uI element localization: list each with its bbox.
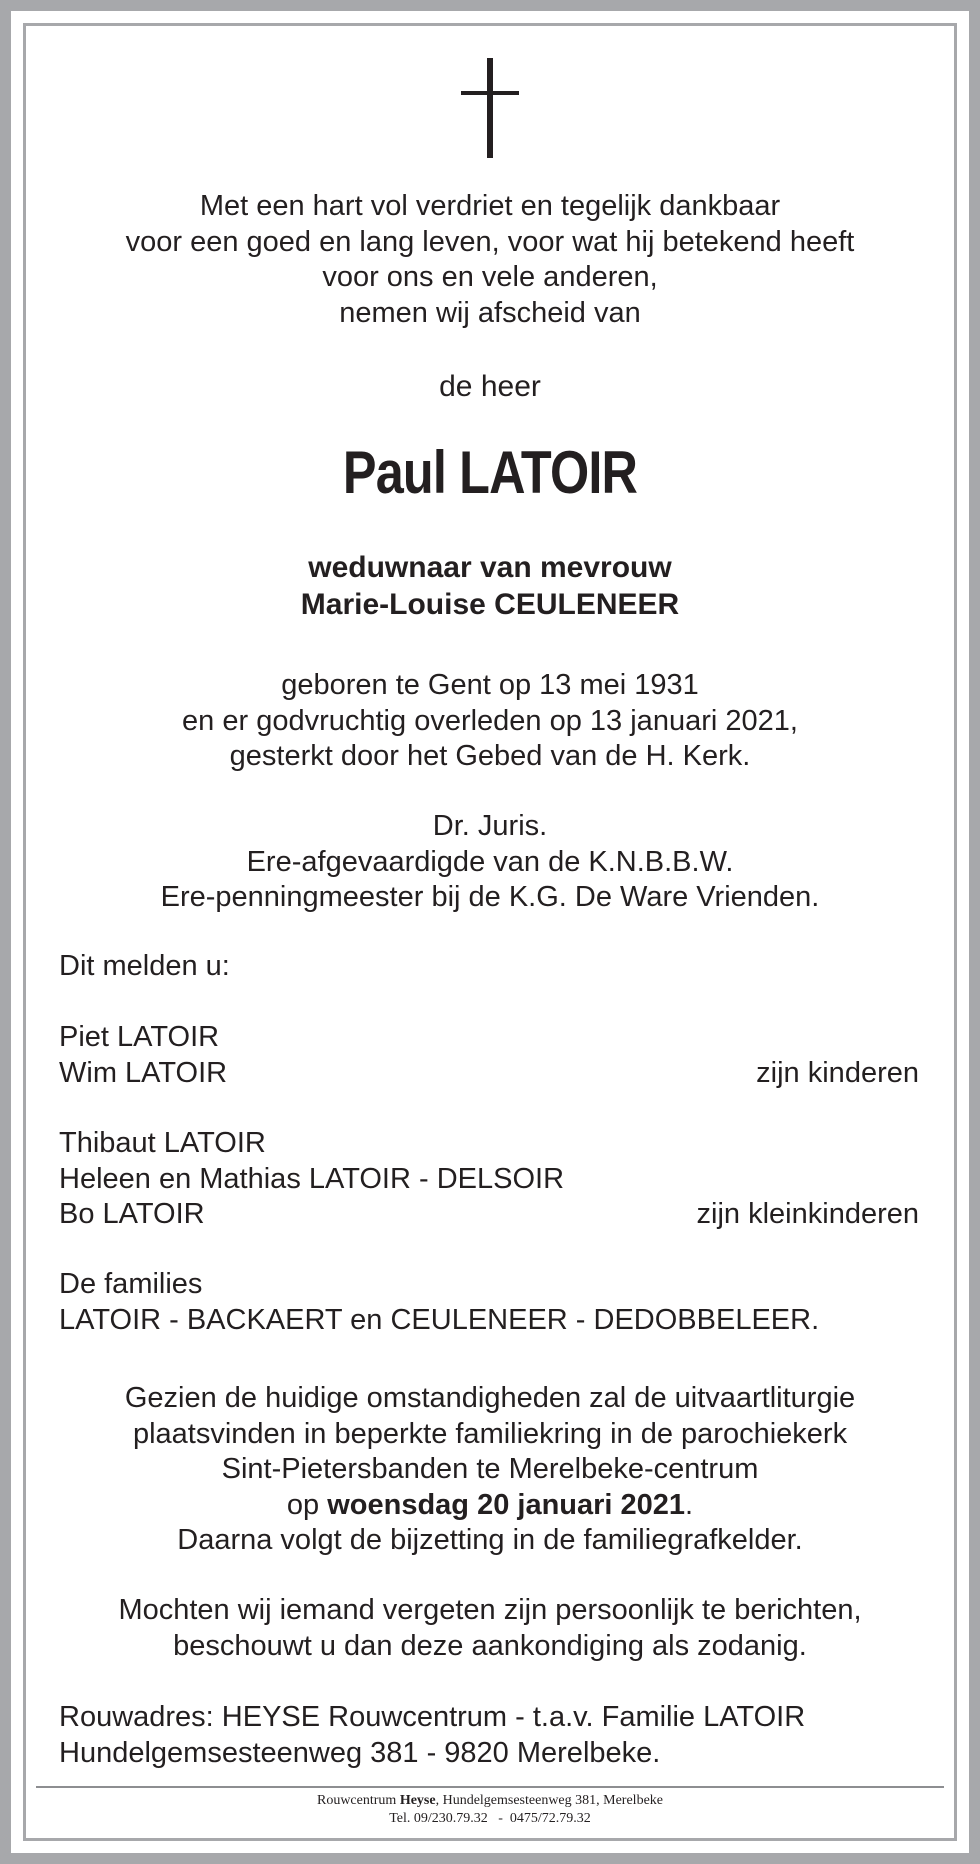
ceremony-date-line — [40, 1488, 940, 1524]
spouse-name: Marie-Louise CEULENEER — [300, 588, 680, 621]
title-line: Dr. Juris. — [432, 810, 548, 842]
list-item — [59, 1126, 919, 1162]
ceremony-line: Daarna volgt de bijzetting in de familiegrafkelder. — [177, 1524, 803, 1556]
footer-phones: Tel. 09/230.79.32 - 0475/72.79.32 — [389, 1811, 591, 1826]
families-names: LATOIR - BACKAERT en CEULENEER - DEDOBBELEER. — [59, 1303, 820, 1336]
footer-brand: Heyse — [399, 1793, 436, 1808]
widower-of — [40, 549, 940, 623]
child-name: Piet LATOIR — [59, 1021, 220, 1053]
children-list — [59, 1020, 919, 1091]
child-name: Wim LATOIR — [59, 1056, 228, 1089]
grandchild-name: Heleen en Mathias LATOIR - DELSOIR — [59, 1162, 565, 1195]
announcers-intro-text: Dit melden u: — [59, 950, 230, 982]
grandchild-name: Thibaut LATOIR — [59, 1127, 266, 1159]
intro-line: voor ons en vele anderen, — [322, 261, 658, 293]
intro-line: Met een hart vol verdriet en tegelijk dankbaar — [199, 190, 781, 222]
list-item — [59, 1056, 919, 1092]
apology-line: beschouwt u dan deze aankondiging als zodanig. — [173, 1629, 807, 1662]
list-item — [59, 1197, 919, 1233]
apology-line: Mochten wij iemand vergeten zijn persoonlijk te berichten, — [118, 1594, 862, 1626]
apology-text — [40, 1593, 940, 1664]
footer — [36, 1792, 944, 1828]
list-item — [59, 1162, 919, 1198]
grandchildren-list — [59, 1126, 919, 1233]
sacrament-line: gesterkt door het Gebed van de H. Kerk. — [229, 740, 751, 772]
widower-line: weduwnaar van mevrouw — [308, 551, 672, 584]
cross-icon — [461, 58, 519, 158]
birth-line: geboren te Gent op 13 mei 1931 — [281, 669, 699, 701]
date-suffix: . — [685, 1488, 694, 1521]
death-line: en er godvruchtig overleden op 13 januari 2021, — [182, 704, 798, 737]
intro-text — [40, 189, 940, 331]
address-line: Hundelgemsesteenweg 381 - 9820 Merelbeke. — [59, 1736, 661, 1769]
grandchild-name: Bo LATOIR — [59, 1198, 205, 1230]
title-line: Ere-penningmeester bij de K.G. De Ware Vrienden. — [160, 881, 820, 913]
families-heading: De families — [59, 1268, 203, 1300]
deceased-name: Paul LATOIR — [342, 439, 638, 506]
ceremony-line: Gezien de huidige omstandigheden zal de uitvaartliturgie — [124, 1382, 856, 1414]
list-item — [59, 1020, 919, 1056]
families — [59, 1267, 919, 1338]
intro-line: voor een goed en lang leven, voor wat hij betekend heeft — [125, 225, 855, 258]
intro-line: nemen wij afscheid van — [339, 296, 641, 329]
grandchildren-relation: zijn kleinkinderen — [696, 1198, 919, 1230]
salutation: de heer — [439, 370, 541, 403]
ceremony-text — [40, 1381, 940, 1559]
ceremony-date: woensdag 20 januari 2021 — [327, 1488, 686, 1521]
mourning-address — [59, 1700, 919, 1771]
birth-death-text — [40, 668, 940, 775]
footer-line — [36, 1792, 944, 1810]
footer-prefix: Rouwcentrum — [316, 1793, 400, 1808]
announcers-intro — [59, 949, 919, 985]
honorary-titles — [40, 809, 940, 916]
footer-divider — [36, 1786, 944, 1788]
ceremony-line: Sint-Pietersbanden te Merelbeke-centrum — [221, 1453, 759, 1485]
ceremony-line: plaatsvinden in beperkte familiekring in de parochiekerk — [132, 1417, 848, 1450]
children-relation: zijn kinderen — [756, 1056, 919, 1089]
title-line: Ere-afgevaardigde van de K.N.B.B.W. — [246, 845, 734, 878]
footer-suffix: , Hundelgemsesteenweg 381, Merelbeke — [435, 1793, 664, 1808]
date-prefix: op — [286, 1488, 328, 1521]
address-line: Rouwadres: HEYSE Rouwcentrum - t.a.v. Familie LATOIR — [59, 1701, 806, 1733]
